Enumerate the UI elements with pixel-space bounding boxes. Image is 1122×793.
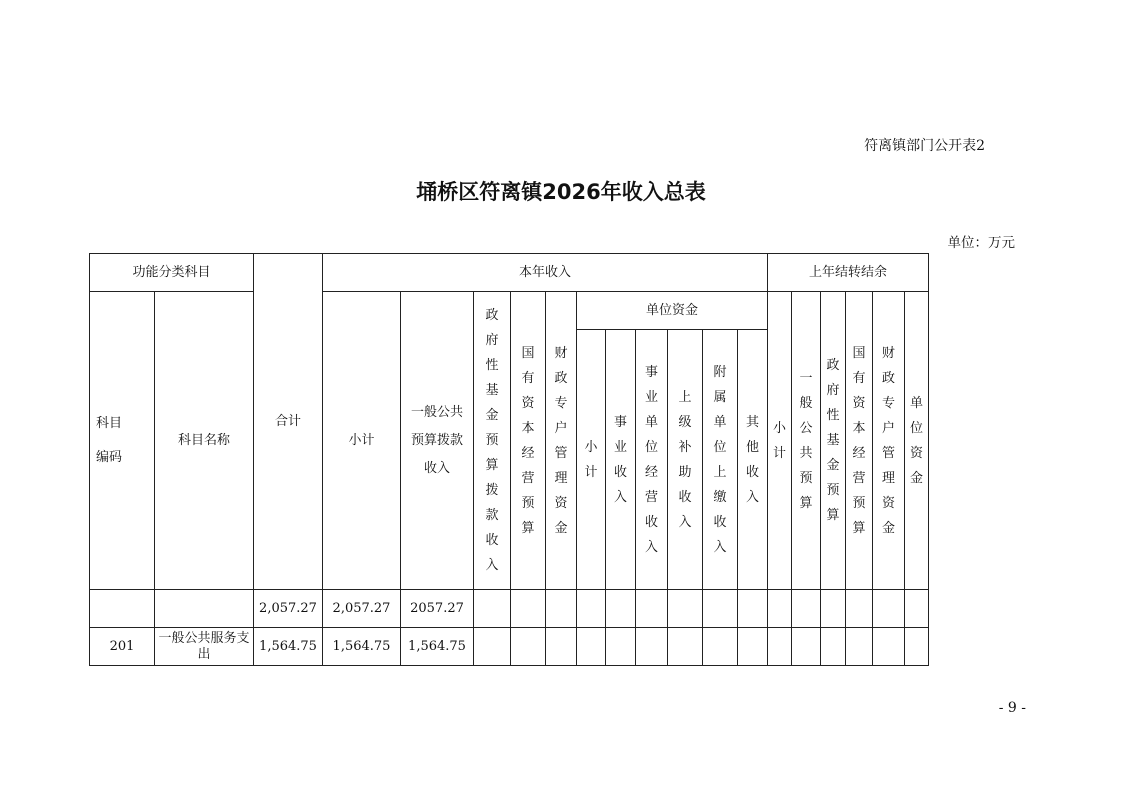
row-code: [90, 590, 155, 628]
other-income-header: 其他收入: [738, 330, 768, 590]
document-code: 符离镇部门公开表2: [864, 138, 985, 154]
co-unit-funds-header: 单位资金: [905, 292, 929, 590]
row-subtotal: 2,057.27: [323, 590, 401, 628]
unit-subtotal-header: 小计: [577, 330, 606, 590]
general-budget-header: 一般公共预算拨款收入: [401, 292, 474, 590]
co-fiscal-special-header: 财政专户管理资金: [873, 292, 905, 590]
table-row: [90, 590, 929, 628]
table-row: [90, 628, 929, 666]
carryover-header: 上年结转结余: [768, 254, 929, 292]
row-total: 1,564.75: [254, 628, 323, 666]
page-number: - 9 -: [998, 700, 1026, 716]
business-unit-operating-header: 事业单位经营收入: [636, 330, 668, 590]
row-name: 一般公共服务支出: [155, 628, 254, 666]
current-year-header: 本年收入: [323, 254, 768, 292]
row-general-budget: 1,564.75: [401, 628, 474, 666]
subject-name-header: 科目名称: [155, 292, 254, 590]
affiliated-remit-header: 附属单位上缴收入: [703, 330, 738, 590]
business-income-header: 事业收入: [606, 330, 636, 590]
unit-funds-header: 单位资金: [577, 292, 768, 330]
unit-label: 单位：万元: [947, 235, 1015, 251]
co-gov-fund-header: 政府性基金预算: [821, 292, 846, 590]
state-capital-header: 国有资本经营预算: [511, 292, 546, 590]
fiscal-special-header: 财政专户管理资金: [546, 292, 577, 590]
page-title: 埇桥区符离镇2026年收入总表: [416, 180, 706, 204]
row-total: 2,057.27: [254, 590, 323, 628]
subtotal-header: 小计: [323, 292, 401, 590]
subject-code-header: 科目编码: [90, 292, 155, 590]
co-state-capital-header: 国有资本经营预算: [846, 292, 873, 590]
total-header: 合计: [254, 254, 323, 590]
row-name: [155, 590, 254, 628]
row-subtotal: 1,564.75: [323, 628, 401, 666]
row-code: 201: [90, 628, 155, 666]
co-subtotal-header: 小计: [768, 292, 792, 590]
func-class-header: 功能分类科目: [90, 254, 254, 292]
row-general-budget: 2057.27: [401, 590, 474, 628]
gov-fund-header: 政府性基金预算拨款收入: [474, 292, 511, 590]
co-general-budget-header: 一般公共预算: [792, 292, 821, 590]
income-summary-table: [89, 253, 929, 666]
higher-subsidy-header: 上级补助收入: [668, 330, 703, 590]
